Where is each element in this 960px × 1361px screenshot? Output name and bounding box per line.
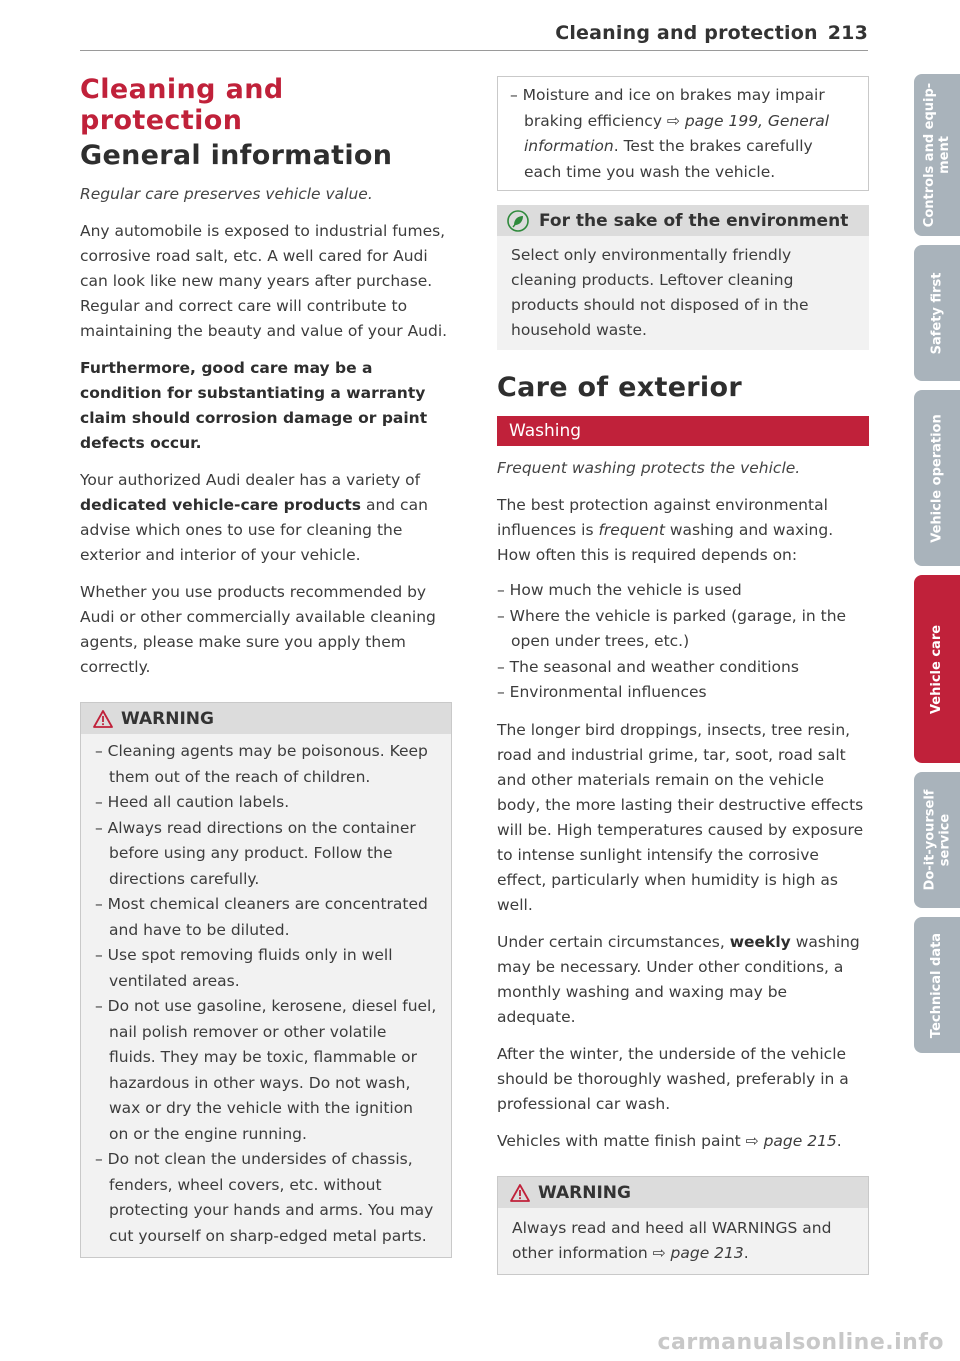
left-column — [80, 74, 452, 1258]
environment-header — [497, 205, 869, 236]
paragraph-3-text-b: and can advise which ones to use for cleaning the exterior and interior of your vehicle. — [80, 496, 428, 564]
environment-title: For the sake of the environment — [539, 211, 849, 231]
chapter-tab-label: Vehicle operation — [929, 413, 945, 543]
continuation-list — [510, 83, 854, 185]
warning-box-left — [80, 702, 452, 1258]
chapter-tab-label: Controls and equip- ment — [922, 82, 952, 228]
page-ref-199[interactable]: ⇨ page 199, General information — [524, 111, 829, 155]
washing-paragraph-5 — [497, 1129, 869, 1154]
paragraph-3-bold: dedicated vehicle-care products — [80, 496, 362, 514]
paragraph-3-text-a: Your authorized Audi dealer has a variety of — [80, 471, 421, 489]
header-rule — [80, 50, 868, 51]
chapter-tab-4[interactable] — [914, 772, 960, 908]
continuation-text-b: . Test the brakes carefully each time you wash the vehicle. — [524, 137, 813, 181]
factor-item: – The seasonal and weather conditions — [497, 657, 799, 676]
warning-continuation-box — [497, 76, 869, 191]
chapter-tab-label: Safety first — [929, 272, 945, 354]
subsection-washing: Washing — [497, 416, 869, 446]
paragraph-1: Any automobile is exposed to industrial fumes, corrosive road salt, etc. A well cared for Audi can look like new many years after purchase. Regular and correct care will contribute to maintaining the beauty and value of your Audi. — [80, 222, 448, 340]
warning-header-right — [498, 1177, 868, 1208]
warning-item: – Do not clean the undersides of chassis, fenders, wheel covers, etc. without protecting your hands and arms. You may cut yourself on sharp-edged metal parts. — [95, 1150, 434, 1245]
paragraph-2 — [80, 356, 452, 456]
paragraph-3 — [80, 468, 452, 568]
warning-item: – Heed all caution labels. — [95, 793, 290, 811]
warning-body — [81, 734, 451, 1257]
warning-header — [81, 703, 451, 734]
factor-item: – Where the vehicle is parked (garage, in the open under trees, etc.) — [497, 606, 847, 650]
warning-item: – Use spot removing fluids only in well ventilated areas. — [95, 946, 393, 990]
continuation-text-a: – Moisture and ice on brakes may impair braking efficiency — [510, 86, 825, 130]
chapter-tab-0[interactable] — [914, 74, 960, 236]
continuation-item — [510, 83, 854, 185]
chapter-tab-label: Vehicle care — [929, 624, 945, 714]
warning-title-right: WARNING — [538, 1182, 631, 1203]
washing-p1-emphasis: frequent — [598, 521, 665, 539]
factor-item: – How much the vehicle is used — [497, 581, 742, 599]
factor-item: – Environmental influences — [497, 683, 707, 701]
warning-right-text-a: Always read and heed all WARNINGS and other information — [512, 1218, 832, 1262]
page-number: 213 — [827, 22, 868, 44]
environment-leaf-icon — [507, 210, 529, 232]
warning-item: – Always read directions on the container before using any product. Follow the directions carefully. — [95, 818, 416, 888]
warning-box-right — [497, 1176, 869, 1275]
warning-title: WARNING — [121, 709, 214, 729]
chapter-tab-3[interactable] — [914, 575, 960, 763]
right-column — [497, 74, 869, 1275]
warning-item: – Do not use gasoline, kerosene, diesel fuel, nail polish remover or other volatile fluids. They may be toxic, flammable or hazardous in other ways. Do not wash, wax or dry the vehicle with the ignition on or the engine running. — [95, 997, 437, 1143]
warning-item: – Most chemical cleaners are concentrated and have to be diluted. — [95, 895, 428, 939]
environment-body: Select only environmentally friendly cleaning products. Leftover cleaning products should not disposed of in the household waste. — [511, 246, 809, 339]
warning-triangle-icon — [93, 710, 113, 728]
washing-paragraph-2: The longer bird droppings, insects, tree resin, road and industrial grime, tar, soot, road salt and other materials remain on the vehicle body, the more lasting their destructive effects will be. High temperatures caused by exposure to intense sunlight intensify the corrosive effect, particularly when humidity is high as well. — [497, 720, 864, 914]
chapter-tab-5[interactable] — [914, 917, 960, 1053]
washing-p3-bold: weekly — [729, 932, 791, 951]
chapter-title: Cleaning and protection — [80, 74, 284, 136]
environment-box — [497, 205, 869, 350]
washing-p5-text-a: Vehicles with matte finish paint — [497, 1131, 746, 1150]
intro-general: Regular care preserves vehicle value. — [80, 185, 373, 203]
warning-item: – Cleaning agents may be poisonous. Keep them out of the reach of children. — [95, 742, 428, 786]
page-ref-215[interactable]: ⇨ page 215 — [745, 1131, 837, 1150]
running-title: Cleaning and protection — [555, 22, 818, 44]
page-ref-213[interactable]: ⇨ page 213 — [652, 1243, 744, 1262]
running-head — [555, 22, 868, 44]
washing-p5-text-b: . — [836, 1131, 842, 1150]
section-title-exterior: Care of exterior — [497, 372, 742, 403]
chapter-tab-1[interactable] — [914, 245, 960, 381]
chapter-tab-label: Do-it-yourself service — [922, 789, 953, 891]
washing-paragraph-1 — [497, 493, 869, 568]
washing-p1-text-a: The best protection against environmental influences is — [497, 496, 828, 539]
chapter-tab-2[interactable] — [914, 390, 960, 566]
section-title-general: General information — [80, 140, 393, 171]
warning-right-text-b: . — [743, 1243, 749, 1262]
washing-p3-text-a: Under certain circumstances, — [497, 932, 730, 951]
washing-paragraph-4: After the winter, the underside of the vehicle should be thoroughly washed, preferably in a professional car wash. — [497, 1044, 849, 1113]
washing-p3-text-b: washing may be necessary. Under other conditions, a monthly washing and waxing may be adequate. — [497, 932, 860, 1026]
paragraph-4: Whether you use products recommended by Audi or other commercially available cleaning agents, please make sure you apply them correctly. — [80, 583, 436, 676]
watermark: carmanualsonline.info — [657, 1330, 944, 1355]
warning-list — [95, 739, 437, 1249]
intro-washing: Frequent washing protects the vehicle. — [497, 459, 801, 477]
paragraph-2-bold: Furthermore, good care may be a condition for substantiating a warranty claim should corrosion damage or paint defects occur. — [80, 359, 428, 452]
washing-p1-text-b: washing and waxing. How often this is required depends on: — [497, 521, 834, 564]
chapter-tab-label: Technical data — [929, 932, 945, 1038]
washing-paragraph-3 — [497, 930, 869, 1030]
warning-triangle-icon — [510, 1184, 530, 1202]
warning-body-right — [498, 1208, 868, 1274]
factors-list — [497, 578, 869, 706]
